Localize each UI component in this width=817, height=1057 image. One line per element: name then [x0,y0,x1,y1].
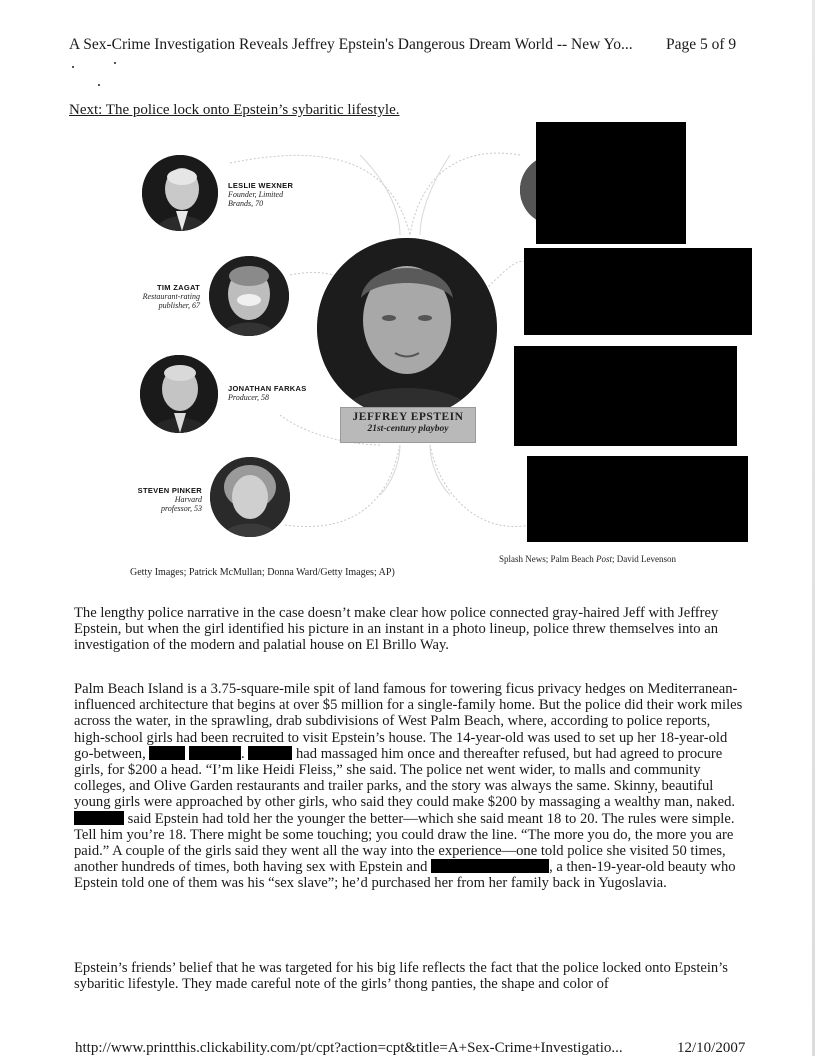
photo-credit-left: Getty Images; Patrick McMullan; Donna Ward/Getty Images; AP) [130,567,395,578]
jonathan-farkas-label [228,384,307,402]
tim-zagat-photo [209,256,289,336]
tim-zagat-label [120,283,200,310]
person-name: TIM ZAGAT [157,283,200,292]
page-header-title: A Sex-Crime Investigation Reveals Jeffrey Epstein's Dangerous Dream World -- New Yo... [69,36,633,53]
inline-redaction [74,811,124,825]
center-subtitle: 21st-century playboy [367,424,449,434]
paragraph [74,681,744,892]
redaction-box [527,456,748,542]
scan-speck [98,84,100,86]
jeffrey-epstein-photo [317,238,497,418]
paragraph-text: , a then-19-year-old beauty who Epstein told one of them was his “sex slave”; he’d purchased her from her family back in Yugoslavia. [74,859,736,892]
paragraph-text: had massaged him once and thereafter refused, but had agreed to procure girls, for $200 a head. “I’m like Heidi Fleiss,” she said. The police net went wider, to malls and community colleges, and Olive Garden restaurants and trailer parks, and the story was always the same. Skinny, beautiful young girls were approached by other girls, who said they could make $200 by massaging a wealthy man, naked. [74,745,736,811]
redaction-box [514,346,737,446]
relationship-diagram [100,115,760,585]
scan-speck [72,66,74,68]
leslie-wexner-label [228,181,293,208]
redaction-box [524,248,752,335]
photo-credit-right [499,554,676,564]
steven-pinker-label [120,486,202,513]
paragraph: The lengthy police narrative in the case doesn’t make clear how police connected gray-haired Jeff with Jeffrey Epstein, but when the girl identified his picture in an instant in a photo lineup, police threw themselves into an investigation of the modern and palatial house on El Brillo Way. [74,605,719,654]
person-role: Brands, 70 [228,199,264,208]
person-role: Founder, Limited [228,190,284,199]
person-role: professor, 53 [160,504,202,513]
inline-redaction [149,746,185,760]
jonathan-farkas-photo [140,355,218,433]
scan-edge [812,0,815,1056]
leslie-wexner-photo [142,155,218,231]
inline-redaction [189,746,241,760]
redaction-box [536,122,686,244]
person-role: publisher, 67 [158,301,200,310]
person-role: Restaurant-rating [142,292,200,301]
person-role: Producer, 58 [228,393,270,402]
paragraph: Epstein’s friends’ belief that he was targeted for his big life reflects the fact that the police locked onto Epstein’s sybaritic lifestyle. They made careful note of the girls’ thong panties, the shape and color of [74,960,728,993]
epstein-caption-banner [340,407,476,443]
paragraph-text: . [241,745,249,762]
inline-redaction [248,746,292,760]
steven-pinker-photo [210,457,290,537]
next-section-link[interactable]: Next: The police lock onto Epstein’s sybaritic lifestyle. [69,102,400,118]
person-name: LESLIE WEXNER [228,181,294,190]
person-role: Harvard [174,495,202,504]
credit-part: Splash News; Palm Beach [499,554,596,564]
person-name: STEVEN PINKER [137,486,202,495]
center-name: JEFFREY EPSTEIN [352,411,464,423]
footer-date: 12/10/2007 [677,1040,746,1056]
credit-part: ; David Levenson [612,554,676,564]
paragraph-text: said Epstein had told her the younger the better—which she said meant 18 to 20. The rules were simple. Tell him you’re 18. There might be some touching; you could draw the line. “The more you do, the more you are paid.” A couple of the girls said they went all the way into the experience—one told police she visited 50 times, another hundreds of times, both having sex with Epstein and [74,810,735,876]
inline-redaction [431,859,549,873]
paragraph-text: Palm Beach Island is a 3.75-square-mile spit of land famous for towering ficus privacy hedges on Mediterranean-influenced architecture that begins at over $5 million for a single-family home. But the police did their work miles across the water, in the sprawling, drab subdivisions of West Palm Beach, where, according to police reports, high-school girls had been recruited to visit Epstein’s house. The 14-year-old was used to set up her 18-year-old go-between, [74,681,743,762]
footer-url: http://www.printthis.clickability.com/pt/cpt?action=cpt&title=A+Sex-Crime+Investigatio... [75,1040,623,1056]
credit-part: Post [596,554,613,564]
scan-speck [114,62,116,64]
page-number: Page 5 of 9 [666,36,737,53]
person-name: JONATHAN FARKAS [228,384,307,393]
